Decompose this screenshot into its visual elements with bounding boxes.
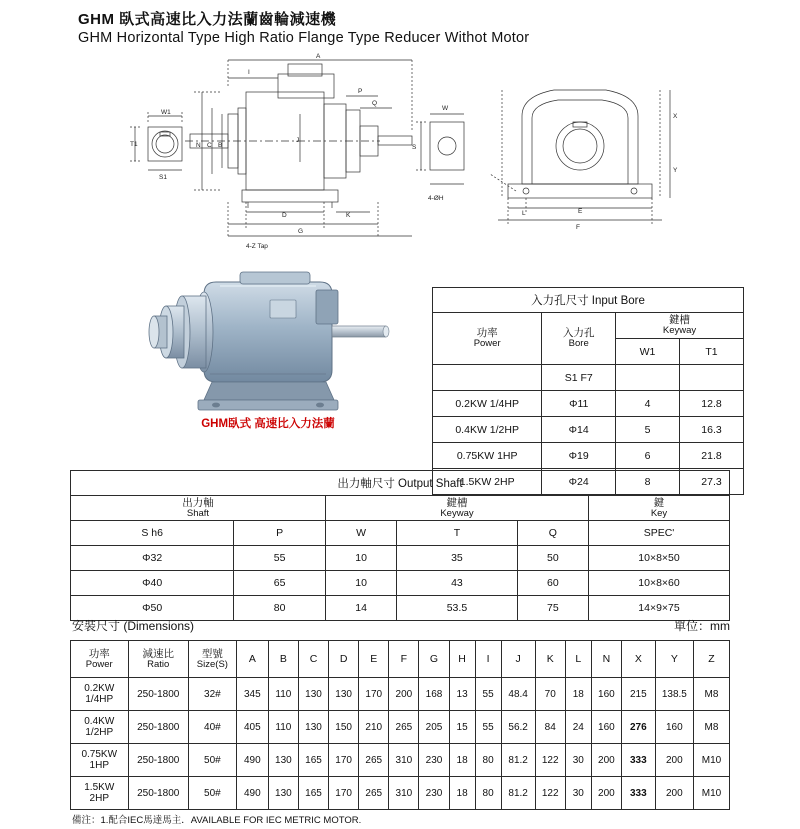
input-bore-power-en: Power (473, 338, 501, 350)
cell-G: 230 (419, 744, 449, 777)
cell-power (71, 678, 129, 711)
dim-header-A: A (236, 641, 268, 678)
cell-size: 50# (188, 777, 236, 810)
cell-L: 18 (565, 678, 591, 711)
input-bore-power-zh: 功率 (476, 327, 498, 339)
dimensions-title: 安裝尺寸 (Dimensions) (72, 619, 195, 633)
cell-size: 40# (188, 711, 236, 744)
dim-header-J: J (501, 641, 535, 678)
dim-header-X: X (621, 641, 655, 678)
output-shaft-sub-p: P (234, 521, 326, 546)
svg-text:K: K (346, 212, 351, 219)
cell-X: 333 (621, 777, 655, 810)
cell-N: 200 (591, 777, 621, 810)
input-bore-keyway-zh: 鍵槽 (669, 314, 691, 326)
svg-text:E: E (578, 208, 583, 215)
output-shaft-group-keyway (325, 496, 588, 521)
dim-power-en: Power (85, 658, 113, 670)
output-shaft-sub-t: T (397, 521, 517, 546)
photo-caption: GHM臥式 高速比入力法蘭 (201, 418, 335, 430)
dim-header-size (188, 641, 236, 678)
svg-text:S: S (412, 144, 417, 151)
cell-power: 0.2KW 1/4HP (433, 391, 542, 417)
cell-Z: M10 (693, 777, 729, 810)
cell-power-line1: 0.4KW (84, 715, 115, 727)
cell-K: 122 (535, 777, 565, 810)
input-bore-bore-header (542, 313, 616, 365)
cell-A: 490 (236, 744, 268, 777)
cell-spec: 14×9×75 (589, 596, 730, 621)
cell-J: 56.2 (501, 711, 535, 744)
dim-header-C: C (298, 641, 328, 678)
cell-ratio: 250-1800 (128, 678, 188, 711)
output-shaft-key-zh: 鍵 (653, 496, 665, 509)
cell-w1: 4 (616, 391, 680, 417)
cell-D: 170 (329, 777, 359, 810)
cell-bore: Φ19 (542, 443, 616, 469)
output-shaft-keyway-en: Keyway (440, 507, 474, 519)
cell-s: Φ50 (71, 596, 234, 621)
cell-power (71, 711, 129, 744)
dim-header-F: F (389, 641, 419, 678)
dim-header-power (71, 641, 129, 678)
dim-header-Z: Z (693, 641, 729, 678)
svg-text:F: F (576, 224, 580, 231)
cell-D: 150 (329, 711, 359, 744)
table-row (433, 443, 744, 469)
cell-G: 205 (419, 711, 449, 744)
table-row (433, 417, 744, 443)
input-bore-blank-w1 (616, 365, 680, 391)
cell-size: 50# (188, 744, 236, 777)
cell-I: 55 (475, 711, 501, 744)
cell-p: 65 (234, 571, 326, 596)
cell-q: 60 (517, 571, 588, 596)
cell-G: 230 (419, 777, 449, 810)
table-row (71, 571, 730, 596)
cell-I: 80 (475, 777, 501, 810)
cell-K: 122 (535, 744, 565, 777)
cell-E: 265 (359, 777, 389, 810)
cell-bore: Φ11 (542, 391, 616, 417)
cell-A: 490 (236, 777, 268, 810)
cell-X: 333 (621, 744, 655, 777)
dim-header-K: K (535, 641, 565, 678)
cell-q: 50 (517, 546, 588, 571)
cell-C: 130 (298, 678, 328, 711)
dim-header-B: B (268, 641, 298, 678)
cell-K: 70 (535, 678, 565, 711)
input-bore-subheader-w1: W1 (616, 339, 680, 365)
cell-t1: 16.3 (679, 417, 743, 443)
cell-t1: 21.8 (679, 443, 743, 469)
svg-text:4-Z Tap: 4-Z Tap (246, 243, 268, 250)
input-bore-subheader-s1f7: S1 F7 (542, 365, 616, 391)
dim-size-en: Size(S) (196, 658, 228, 670)
cell-F: 310 (389, 744, 419, 777)
cell-F: 200 (389, 678, 419, 711)
input-bore-subheader-t1: T1 (679, 339, 743, 365)
dim-header-Y: Y (655, 641, 693, 678)
cell-D: 170 (329, 744, 359, 777)
cell-E: 210 (359, 711, 389, 744)
cell-ratio: 250-1800 (128, 777, 188, 810)
cell-power-line2: 1/2HP (85, 727, 114, 738)
svg-text:D: D (282, 212, 287, 219)
cell-q: 75 (517, 596, 588, 621)
input-bore-keyway-header (616, 313, 744, 339)
cell-C: 165 (298, 744, 328, 777)
dim-ratio-en: Ratio (147, 658, 170, 670)
footnote: 備注：1.配合IEC馬達馬主．AVAILABLE FOR IEC METRIC MOTOR. (72, 815, 362, 826)
cell-X: 276 (621, 711, 655, 744)
svg-text:G: G (298, 228, 304, 235)
dim-header-D: D (329, 641, 359, 678)
dim-header-I: I (475, 641, 501, 678)
svg-text:Y: Y (673, 167, 678, 174)
output-shaft-keyway-zh: 鍵槽 (446, 496, 468, 509)
input-bore-subheader-s1f7-blank (433, 365, 542, 391)
cell-t: 53.5 (397, 596, 517, 621)
dim-header-H: H (449, 641, 475, 678)
input-bore-bore-zh: 入力孔 (562, 327, 595, 339)
cell-H: 18 (449, 777, 475, 810)
svg-text:C: C (207, 142, 212, 149)
cell-L: 30 (565, 777, 591, 810)
cell-spec: 10×8×60 (589, 571, 730, 596)
cell-power-line1: 1.5KW (84, 781, 115, 793)
dim-header-G: G (419, 641, 449, 678)
dim-header-ratio (128, 641, 188, 678)
cell-Y: 200 (655, 744, 693, 777)
cell-F: 310 (389, 777, 419, 810)
svg-text:B: B (218, 142, 223, 149)
dim-header-L: L (565, 641, 591, 678)
cell-L: 30 (565, 744, 591, 777)
cell-I: 80 (475, 744, 501, 777)
cell-t1: 27.3 (679, 469, 743, 495)
output-shaft-key-en: Key (650, 507, 668, 519)
cell-s: Φ40 (71, 571, 234, 596)
cell-N: 160 (591, 678, 621, 711)
cell-E: 170 (359, 678, 389, 711)
cell-ratio: 250-1800 (128, 744, 188, 777)
page-title-zh: GHM 臥式高速比入力法蘭齒輪減速機 (78, 11, 337, 28)
cell-L: 24 (565, 711, 591, 744)
input-bore-table (432, 287, 744, 495)
cell-w: 10 (325, 546, 396, 571)
cell-I: 55 (475, 678, 501, 711)
cell-Z: M8 (693, 711, 729, 744)
cell-power (71, 777, 129, 810)
cell-H: 13 (449, 678, 475, 711)
cell-Y: 138.5 (655, 678, 693, 711)
cell-w1: 8 (616, 469, 680, 495)
svg-text:Q: Q (372, 100, 378, 107)
cell-ratio: 250-1800 (128, 711, 188, 744)
input-bore-bore-en: Bore (568, 338, 589, 350)
output-shaft-sub-q: Q (517, 521, 588, 546)
cell-B: 130 (268, 777, 298, 810)
cell-D: 130 (329, 678, 359, 711)
cell-t1: 12.8 (679, 391, 743, 417)
cell-Y: 160 (655, 711, 693, 744)
cell-bore: Φ24 (542, 469, 616, 495)
cell-w1: 5 (616, 417, 680, 443)
cell-power: 0.4KW 1/2HP (433, 417, 542, 443)
svg-text:P: P (358, 88, 363, 95)
cell-p: 55 (234, 546, 326, 571)
cell-w: 14 (325, 596, 396, 621)
dim-size-zh: 型號 (201, 647, 223, 660)
output-shaft-sub-spec: SPEC' (589, 521, 730, 546)
cell-J: 81.2 (501, 744, 535, 777)
cell-power-line2: 1HP (89, 760, 109, 771)
svg-text:L: L (522, 210, 526, 217)
technical-drawing (130, 52, 690, 252)
cell-J: 81.2 (501, 777, 535, 810)
output-shaft-sub-w: W (325, 521, 396, 546)
output-shaft-group-key (589, 496, 730, 521)
cell-C: 130 (298, 711, 328, 744)
input-bore-blank-t1 (679, 365, 743, 391)
cell-s: Φ32 (71, 546, 234, 571)
output-shaft-shaft-en: Shaft (186, 507, 210, 519)
cell-B: 130 (268, 744, 298, 777)
cell-F: 265 (389, 711, 419, 744)
cell-w1: 6 (616, 443, 680, 469)
dim-ratio-zh: 減速比 (142, 647, 174, 660)
cell-B: 110 (268, 678, 298, 711)
cell-spec: 10×8×50 (589, 546, 730, 571)
cell-t: 43 (397, 571, 517, 596)
table-row (71, 546, 730, 571)
cell-C: 165 (298, 777, 328, 810)
cell-A: 405 (236, 711, 268, 744)
svg-text:N: N (196, 142, 201, 149)
table-row (71, 777, 730, 810)
svg-text:A: A (316, 53, 321, 60)
cell-power-line1: 0.2KW (84, 682, 115, 694)
cell-N: 160 (591, 711, 621, 744)
table-row (71, 678, 730, 711)
cell-power: 0.75KW 1HP (433, 443, 542, 469)
cell-H: 18 (449, 744, 475, 777)
svg-text:T1: T1 (130, 141, 138, 148)
input-bore-keyway-en: Keyway (662, 325, 697, 337)
output-shaft-shaft-zh: 出力軸 (182, 496, 214, 509)
cell-power-line1: 0.75KW (81, 748, 118, 760)
svg-text:S1: S1 (159, 174, 167, 181)
cell-bore: Φ14 (542, 417, 616, 443)
svg-text:4-ØH: 4-ØH (428, 195, 444, 202)
cell-B: 110 (268, 711, 298, 744)
table-row (71, 744, 730, 777)
cell-E: 265 (359, 744, 389, 777)
cell-K: 84 (535, 711, 565, 744)
cell-A: 345 (236, 678, 268, 711)
svg-text:W: W (442, 105, 449, 112)
input-bore-power-header (433, 313, 542, 365)
cell-power-line2: 1/4HP (85, 694, 114, 705)
input-bore-title: 入力孔尺寸 Input Bore (433, 288, 744, 313)
output-shaft-table (70, 470, 730, 621)
cell-Z: M10 (693, 744, 729, 777)
svg-text:I: I (248, 69, 250, 76)
cell-X: 215 (621, 678, 655, 711)
product-photo (120, 250, 420, 440)
cell-w: 10 (325, 571, 396, 596)
output-shaft-title: 出力軸尺寸 Output Shaft (71, 471, 730, 496)
cell-power (71, 744, 129, 777)
cell-power-line2: 2HP (89, 793, 109, 804)
output-shaft-sub-s: S h6 (71, 521, 234, 546)
cell-Z: M8 (693, 678, 729, 711)
cell-J: 48.4 (501, 678, 535, 711)
table-row (433, 391, 744, 417)
dim-header-E: E (359, 641, 389, 678)
output-shaft-group-shaft (71, 496, 326, 521)
svg-text:J: J (296, 137, 300, 144)
dimensions-table (70, 640, 730, 810)
cell-size: 32# (188, 678, 236, 711)
dimensions-unit: 單位：mm (674, 619, 730, 633)
svg-text:X: X (673, 113, 678, 120)
cell-t: 35 (397, 546, 517, 571)
cell-Y: 200 (655, 777, 693, 810)
cell-G: 168 (419, 678, 449, 711)
cell-N: 200 (591, 744, 621, 777)
svg-text:W1: W1 (161, 109, 171, 116)
dim-power-zh: 功率 (88, 647, 110, 660)
page-title-en: GHM Horizontal Type High Ratio Flange Type Reducer Withot Motor (78, 30, 530, 46)
table-row (71, 711, 730, 744)
cell-p: 80 (234, 596, 326, 621)
cell-H: 15 (449, 711, 475, 744)
dim-header-N: N (591, 641, 621, 678)
cell-power: 1.5KW 2HP (433, 469, 542, 495)
